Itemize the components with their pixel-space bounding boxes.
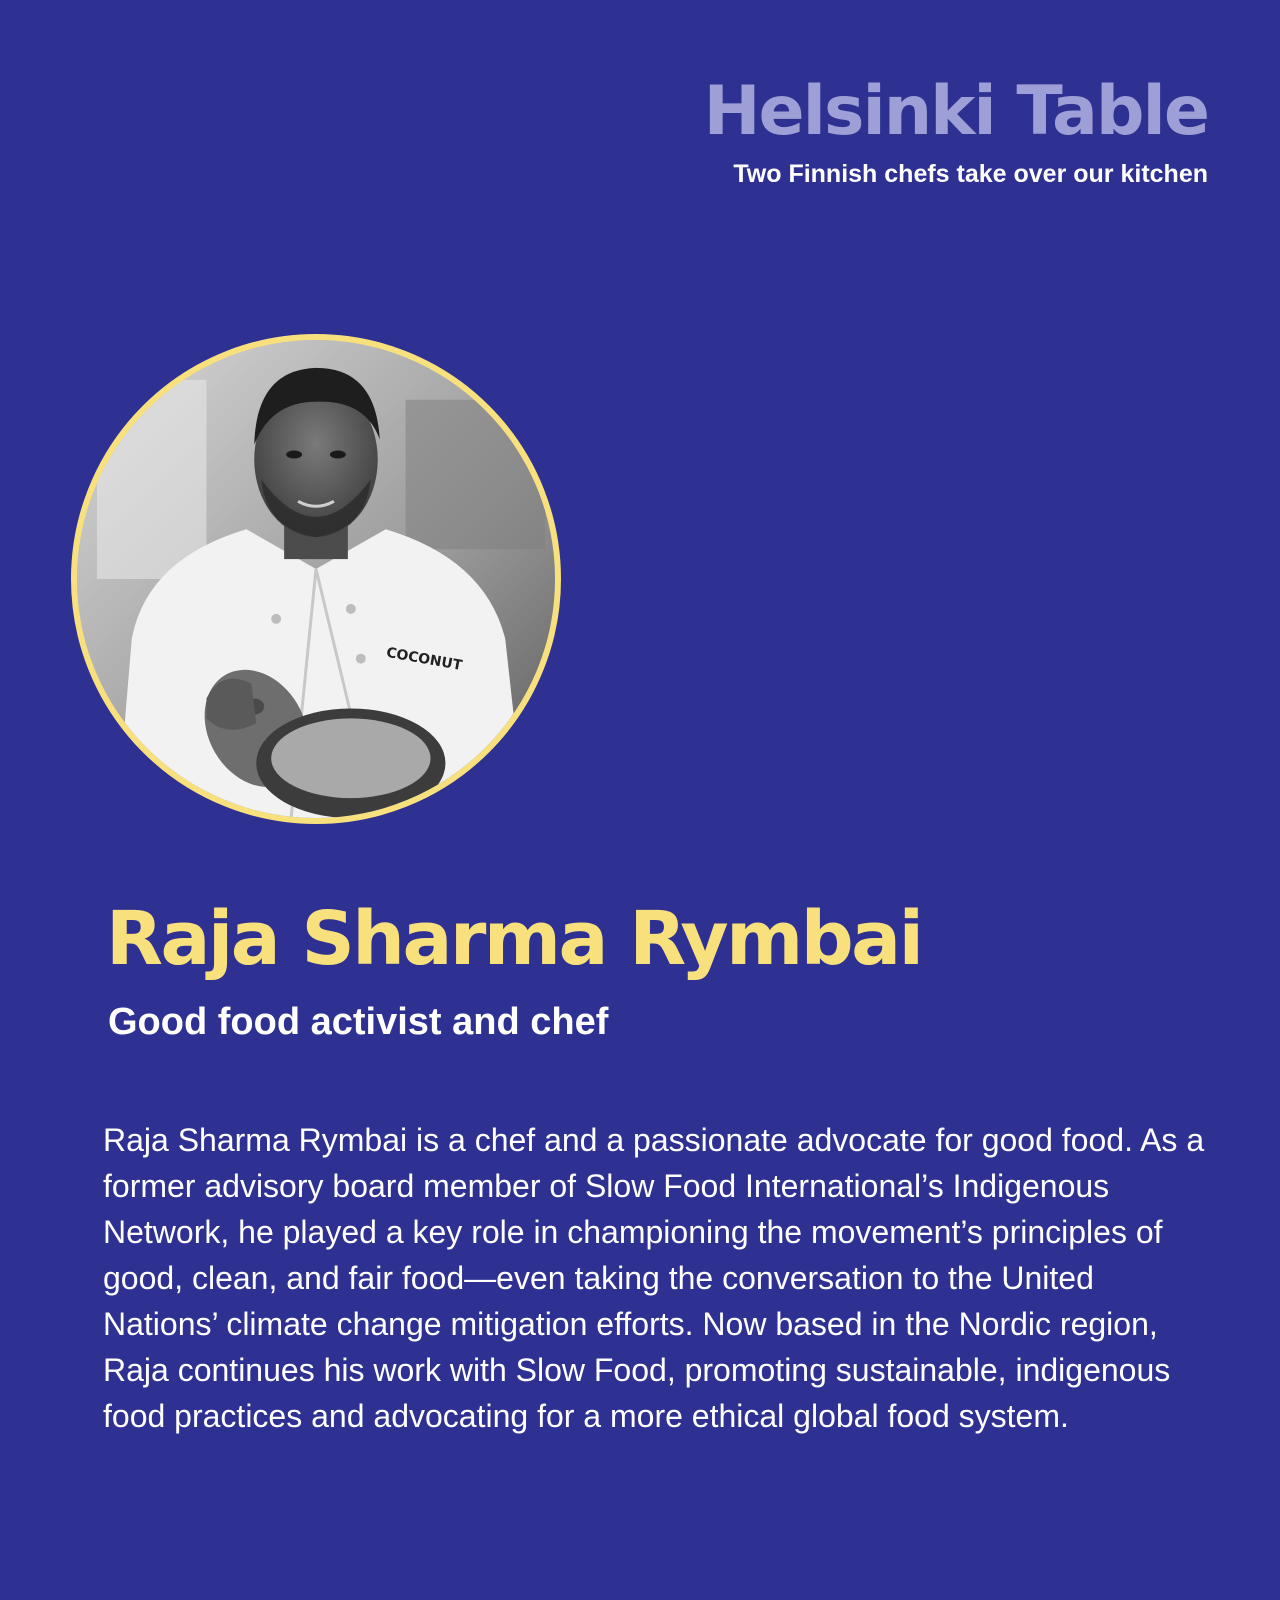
brand-title: Helsinki Table: [703, 72, 1208, 151]
chef-role: Good food activist and chef: [108, 1001, 609, 1043]
jacket-embroidery: COCONUT: [385, 644, 464, 674]
brand-subtitle: Two Finnish chefs take over our kitchen: [733, 160, 1208, 188]
chef-name: Raja Sharma Rymbai: [106, 896, 922, 982]
chef-photo-illustration: [77, 340, 555, 818]
jacket-button: [346, 604, 356, 614]
jacket-button: [356, 654, 366, 664]
eye-right: [330, 451, 346, 459]
brand-header: [703, 72, 1208, 189]
kitchen-window: [406, 400, 545, 549]
jacket-button: [271, 614, 281, 624]
chef-bio: Raja Sharma Rymbai is a chef and a passionate advocate for good food. As a former advisory board member of Slow Food International’s Indigenous Network, he played a key role in championing the movement’s principles of good, clean, and fair food—even taking the conversation to the United Nations’ climate change mitigation efforts. Now based in the Nordic region, Raja continues his work with Slow Food, promoting sustainable, indigenous food practices and advocating for a more ethical global food system.: [103, 1122, 1205, 1434]
chef-portrait: [71, 334, 561, 824]
pot-rice: [271, 718, 430, 798]
kitchen-shelf: [97, 380, 207, 579]
eye-left: [286, 451, 302, 459]
